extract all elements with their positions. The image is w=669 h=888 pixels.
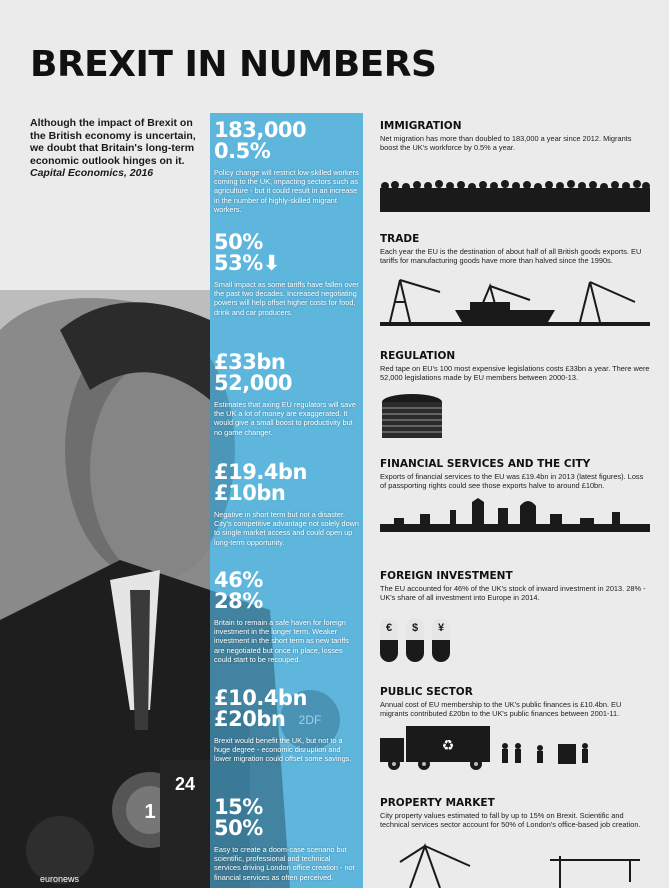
stat-value-secondary-row — [214, 253, 359, 274]
down-arrow-icon: ⬇ — [262, 251, 280, 275]
city-skyline-icon — [380, 496, 650, 532]
stat-value-secondary: £10bn — [214, 481, 286, 505]
stat-property — [214, 797, 359, 882]
stat-value-secondary: £20bn — [214, 707, 286, 731]
section-heading: PROPERTY MARKET — [380, 797, 495, 809]
stat-financial — [214, 462, 359, 547]
section-investment — [380, 570, 650, 603]
stat-value-primary: 50% — [214, 230, 263, 254]
intro-block — [30, 117, 202, 180]
stat-description: Britain to remain a safe haven for foreign investment in the longer term. Weaker investment in the short term as new tariffs are negotiated but once in place, losses could start to be recouped. — [214, 618, 349, 664]
stat-immigration — [214, 120, 359, 214]
section-text: City property values estimated to fall by up to 15% on Brexit. Scientific and technical services sector account for 50% of London's office-based job creation. — [380, 811, 641, 830]
stat-value-secondary: 52,000 — [214, 371, 293, 395]
svg-text:♻: ♻ — [441, 738, 455, 754]
stat-description: Brexit would benefit the UK, but not to a huge degree - economic disruption and lower migration could offset some savings. — [214, 736, 352, 764]
yen-pill-icon: ¥ — [432, 618, 450, 662]
section-property — [380, 797, 650, 830]
politician-photo — [0, 290, 210, 888]
construction-cranes-icon — [380, 842, 650, 888]
stat-value-primary: 15% — [214, 795, 263, 819]
stat-public-sector — [214, 688, 359, 764]
stat-investment — [214, 570, 359, 664]
stat-description: Easy to create a doom-case scenario but scientific, professional and technical services driving London office creation - not financial services as often perceived. — [214, 845, 355, 882]
stat-description: Small impact as some tariffs have fallen over the past two decades. Increased negotiating powers will help offset higher costs for food, drink and car producers. — [214, 280, 359, 317]
section-text: Red tape on EU's 100 most expensive legislations costs £33bn a year. There were 52,000 legislations made by EU members between 2000-13. — [380, 364, 650, 383]
section-regulation — [380, 350, 650, 383]
currency-pills — [380, 618, 450, 662]
stat-value-primary: 46% — [214, 568, 263, 592]
cranes-ship-icon — [380, 272, 650, 326]
parliament-building-icon — [380, 388, 450, 442]
section-trade — [380, 233, 650, 266]
section-text: Each year the EU is the destination of about half of all British goods exports. EU tariffs for manufacturing goods have more than halved since the 1990s. — [380, 247, 642, 266]
stat-value-secondary: 28% — [214, 589, 263, 613]
euro-pill-icon: € — [380, 618, 398, 662]
section-heading: PUBLIC SECTOR — [380, 686, 473, 698]
stat-value-secondary: 0.5% — [214, 139, 271, 163]
stat-value-primary: £10.4bn — [214, 686, 307, 710]
section-text: Annual cost of EU membership to the UK's public finances is £10.4bn. EU migrants contributed £20bn to the UK's public finances between 2001-11. — [380, 700, 622, 719]
stat-description: Negative in short term but not a disaster. City's competitive advantage not solely down to single market access and could open up long-term opportunity. — [214, 510, 359, 547]
stat-regulation — [214, 352, 359, 437]
stat-value-secondary: 50% — [214, 816, 263, 840]
intro-source: Capital Economics, 2016 — [30, 167, 154, 179]
mic-label-24: 24 — [174, 774, 196, 794]
section-public-sector — [380, 686, 650, 719]
section-text: Net migration has more than doubled to 183,000 a year since 2012. Migrants boost the UK's workforce by 0.5% a year. — [380, 134, 632, 153]
section-heading: IMMIGRATION — [380, 120, 462, 132]
mic-label-euronews: euronews — [40, 874, 80, 884]
page-title: BREXIT IN NUMBERS — [30, 44, 437, 85]
section-immigration — [380, 120, 650, 153]
stat-description: Policy change will restrict low-skilled workers coming to the UK, impacting sectors such as agriculture - but it could result in an increase in the number of highly-skilled migrant workers. — [214, 168, 359, 214]
section-text: The EU accounted for 46% of the UK's stock of inward investment in 2013. 28% - UK's share of all investment into Europe in 2014. — [380, 584, 646, 603]
intro-text: Although the impact of Brexit on the British economy is uncertain, we doubt that Britain's long-term economic outlook hinges on it. — [30, 117, 196, 167]
section-text: Exports of financial services to the EU was £19.4bn in 2013 (latest figures). Loss of passporting rights could see those exports halve to around £10bn. — [380, 472, 644, 491]
stat-value-primary: 183,000 — [214, 118, 307, 142]
stat-value-primary: £33bn — [214, 350, 286, 374]
section-heading: FINANCIAL SERVICES AND THE CITY — [380, 458, 591, 470]
stat-value-secondary: 53% — [214, 251, 263, 275]
refuse-truck-icon — [380, 724, 600, 772]
section-heading: FOREIGN INVESTMENT — [380, 570, 513, 582]
mic-label-2df: 2DF — [298, 713, 322, 727]
stat-trade — [214, 232, 359, 317]
mic-label-1: 1 — [144, 801, 156, 823]
crowd-silhouette-icon — [380, 180, 650, 214]
stat-description: Estimates that axing EU regulators will save the UK a lot of money are exaggerated. It would give a small boost to productivity but no game changer. — [214, 400, 356, 437]
section-financial — [380, 458, 650, 491]
section-heading: REGULATION — [380, 350, 456, 362]
stat-value-primary: £19.4bn — [214, 460, 307, 484]
section-heading: TRADE — [380, 233, 420, 245]
dollar-pill-icon: $ — [406, 618, 424, 662]
